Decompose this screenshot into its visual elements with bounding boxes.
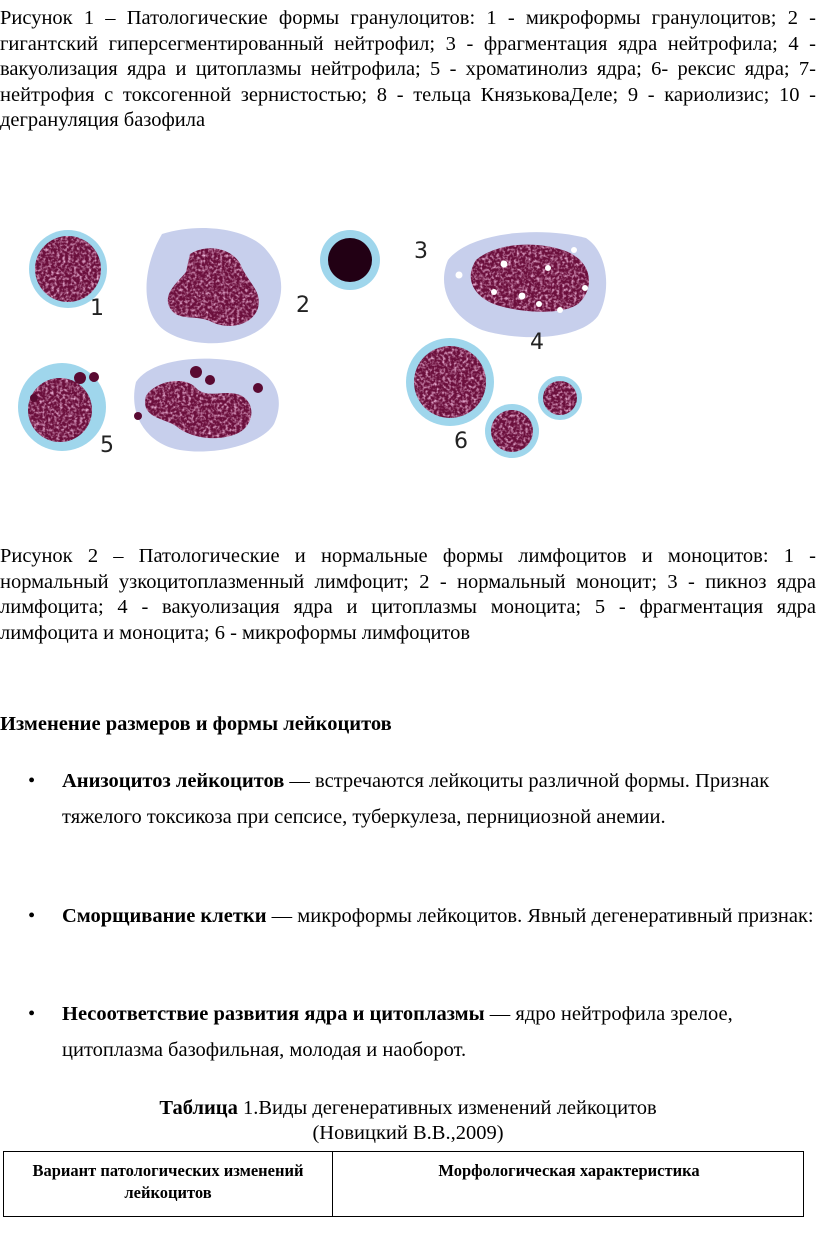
degenerative-changes-table xyxy=(3,1151,804,1217)
cell-label-4: 4 xyxy=(530,330,544,355)
section-heading: Изменение размеров и формы лейкоцитов xyxy=(0,713,392,735)
cell-3-pyknosis xyxy=(320,230,380,290)
bullet-term: Несоответствие развития ядра и цитоплазмы xyxy=(62,1003,485,1025)
bullet-dot-icon: • xyxy=(28,905,36,927)
cell-label-6: 6 xyxy=(454,429,468,454)
table-caption-source: (Новицкий В.В.,2009) xyxy=(312,1122,504,1144)
bullet-dot-icon: • xyxy=(28,770,36,792)
bullet-dash: — xyxy=(489,1003,511,1025)
figure2-caption: Рисунок 2 – Патологические и нормальные формы лимфоцитов и моноцитов: 1 - нормальный узкоцитоплазменный лимфоцит; 2 - нормальный моноцит; 3 - пикноз ядра лимфоцита; 4 - вакуолизация ядра и цитоплазмы моноцита; 5 - фрагментация ядра лимфоцита и моноцита; 6 - микроформы лимфоцитов xyxy=(0,545,816,644)
leukocyte-illustration xyxy=(0,212,620,477)
cell-label-3: 3 xyxy=(414,239,428,264)
bullet-text: ядро нейтрофила зрелое, цитоплазма базофильная, молодая и наоборот. xyxy=(62,1003,733,1061)
table-header-morphology: Морфологическая характеристика xyxy=(438,1161,700,1180)
bullet-text: микроформы лейкоцитов. Явный дегенеративный признак: xyxy=(297,905,814,927)
table-header-variant: Вариант патологических изменений лейкоцитов xyxy=(32,1161,304,1202)
figure1-caption: Рисунок 1 – Патологические формы гранулоцитов: 1 - микроформы гранулоцитов; 2 - гигантский гиперсегментированный нейтрофил; 3 - фрагментация ядра нейтрофила; 4 - вакуолизация ядра и цитоплазмы нейтрофила; 5 - хроматинолиз ядра; 6- рексис ядра; 7- нейтрофия с токсогенной зернистостью; 8 - тельца КнязьковаДеле; 9 - кариолизис; 10 - дегрануляция базофила xyxy=(0,7,816,131)
cell-label-5: 5 xyxy=(100,433,114,458)
bullet-dot-icon: • xyxy=(28,1003,36,1025)
cell-4-vacuolization xyxy=(444,232,606,337)
table-column-divider xyxy=(332,1152,333,1216)
bullet-dash: — xyxy=(271,905,293,927)
bullet-term: Анизоцитоз лейкоцитов xyxy=(62,770,285,792)
cell-label-2: 2 xyxy=(296,293,310,318)
bullet-term: Сморщивание клетки xyxy=(62,905,267,927)
cell-2-giant-neutrophil xyxy=(147,228,282,343)
table-caption-title: 1.Виды дегенеративных изменений лейкоцитов xyxy=(237,1097,657,1119)
bullet-dash: — xyxy=(289,770,310,792)
table-caption xyxy=(0,1096,816,1146)
cell-label-1: 1 xyxy=(90,296,104,321)
bullet-text: встречаются лейкоциты различной формы. Признак тяжелого токсикоза при сепсисе, туберкулеза, пернициозной анемии. xyxy=(62,770,770,828)
table-caption-label: Таблица xyxy=(159,1097,238,1119)
cell-6-microforms xyxy=(406,338,582,458)
cell-5-fragmentation xyxy=(18,359,279,452)
